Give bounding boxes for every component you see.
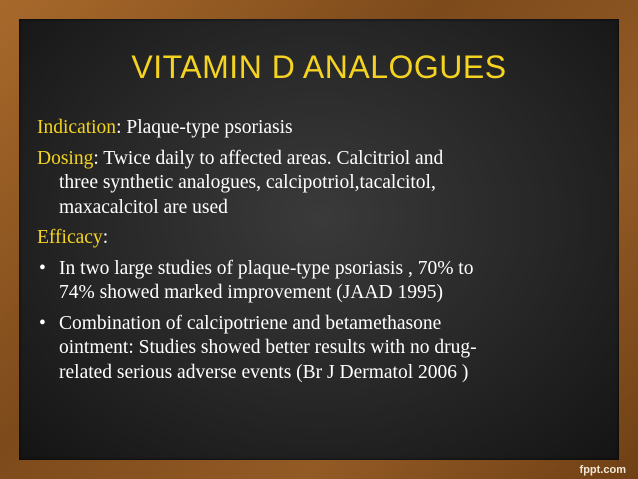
bullet-1-line-1: In two large studies of plaque-type psoriasis , 70% to (59, 257, 474, 279)
dosing-label: Dosing (37, 147, 94, 169)
slide-canvas (19, 19, 619, 460)
dosing-line-1 (37, 147, 607, 172)
indication-label: Indication (37, 117, 117, 138)
indication-line (37, 116, 607, 141)
bullet-2-line-1: Combination of calcipotriene and betamethasone (59, 312, 442, 334)
bullet-dot-icon: • (39, 257, 46, 279)
slide-title: VITAMIN D ANALOGUES (131, 49, 507, 85)
dosing-text-1: : Twice daily to affected areas. Calcitriol and (93, 147, 444, 169)
dosing-line-3: maxacalcitol are used (59, 196, 228, 218)
efficacy-line (37, 226, 607, 251)
bullet-1-line-2: 74% showed marked improvement (JAAD 1995) (59, 282, 443, 303)
bullet-2-line-3: related serious adverse events (Br J Dermatol 2006 ) (59, 361, 469, 383)
slide-body (37, 116, 607, 385)
efficacy-label: Efficacy (37, 227, 103, 248)
bullet-2-line-2: ointment: Studies showed better results with no drug- (59, 337, 477, 358)
dosing-line-2: three synthetic analogues, calcipotriol,tacalcitol, (59, 172, 436, 193)
bullet-item-1 (37, 257, 607, 306)
fppt-watermark: fppt.com (579, 464, 626, 476)
indication-text: : Plaque-type psoriasis (116, 117, 293, 138)
efficacy-colon: : (102, 227, 109, 248)
bullet-item-2 (37, 312, 607, 386)
bullet-dot-icon: • (39, 312, 46, 334)
